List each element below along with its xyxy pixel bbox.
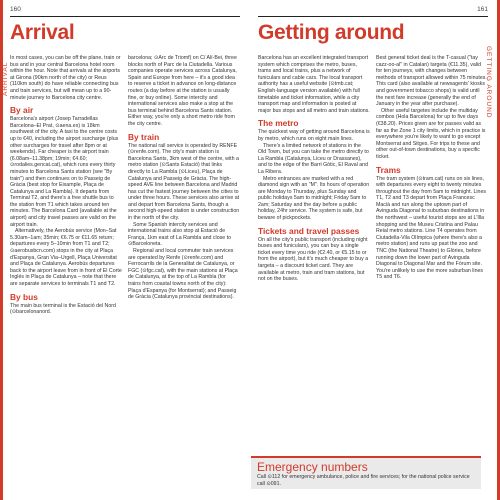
- transport-intro-paragraph: Barcelona has an excellent integrated transport system which comprises the metro, buses, trams and local trains, plus a network of funiculars and cable cars. The local transport authority has a useful website (⊙tmb.cat; English-language version available) with full timetable and ticket information, while a city transport map and information is posted at major bus stops and all metro and train stations.: [258, 55, 370, 114]
- getting-around-title: Getting around: [258, 21, 405, 44]
- aerobus-paragraph: Alternatively, the Aerobús service (Mon–Sat 5.30am–1am; 35min; €6.75 or €11.65 return; departures every 5–10min from T1 and T2; ⊙aerobusbcn.com) stops in the city at Plaça d'Espanya, Gran Via–Urgell, Plaça Universitat and Plaça de Catalunya. Aerobús departures back to the airport leave from in front of El Corte Inglés in Plaça de Catalunya – note that there are separate services to terminals T1 and T2.: [10, 228, 122, 287]
- right-side-label: GETTING AROUND: [485, 46, 492, 119]
- by-bus-heading: By bus: [10, 291, 38, 302]
- intro-paragraph: In most cases, you can be off the plane, train or bus and in your central Barcelona hotel room within the hour. Note that arrivals at the airports at Girona (90km north of the city) or Reus (110km south) do have reliable connecting bus and train services, but will mean up to a 90-minute journey to Barcelona city centre.: [10, 55, 121, 101]
- trams-heading: Trams: [376, 164, 401, 175]
- left-top-rule: [10, 16, 240, 17]
- right-page-number: 161: [477, 6, 488, 13]
- emergency-text: Call ⊙112 for emergency ambulance, police and fire services; for the national police service call ⊙091.: [257, 474, 470, 487]
- emergency-title: Emergency numbers: [257, 460, 368, 474]
- regional-trains-paragraph: Regional and local commuter train services are operated by Renfe (⊙renfe.com) and Ferrocarrils de la Generalitat de Catalunya, or FGC (⊙fgc.cat), with the main stations at Plaça de Catalunya, at the top of La Rambla (for trains from coastal towns north of the city): Plaça d'Espanya (for Montserrat); and Passeig de Gràcia (Catalunya provincial destinations).: [128, 248, 238, 301]
- right-top-rule: [258, 16, 488, 17]
- by-air-paragraph: Barcelona's airport (Josep Tarradellas Barcelona–El Prat, ⊙aena.es) is 18km southwest of the city. A taxi to the centre costs up to €40, including the airport surcharge (plus other surcharges for travel after 8pm or at weekends). Far cheaper is the airport train (6.08am–11.38pm; 19min; €4.60; ⊙rodalies.gencat.cat), which runs every thirty minutes to Barcelona Sants station (see "By train") and then continues on to Passeig de Gràcia (best stop for Eixample, Plaça de Catalunya and La Rambla). It departs from Terminal T2, and there's a free shuttle bus to the station from T1 which takes around ten minutes. The Barcelona Card (available at the airport) and city travel passes are valid on the airport train.: [10, 116, 119, 228]
- estacio-franca-paragraph: Some Spanish intercity services and international trains also stop at Estació de França, 1km east of La Rambla and close to ⊙Barceloneta.: [128, 221, 232, 248]
- left-side-label: ARRIVAL: [2, 61, 9, 96]
- by-bus-paragraph: The main bus terminal is the Estació del Nord (⊙barcelonanord.: [10, 302, 116, 316]
- right-col-1: [258, 55, 370, 283]
- right-col-2: [376, 55, 488, 281]
- left-col-1: [10, 55, 122, 316]
- left-col-2: [128, 55, 240, 301]
- tickets-heading: Tickets and travel passes: [258, 225, 360, 236]
- metro-heading: The metro: [258, 118, 299, 129]
- by-air-heading: By air: [10, 105, 34, 116]
- metro-paragraph-1: The quickest way of getting around Barcelona is by metro, which runs on eight main lines.: [258, 129, 370, 142]
- metro-paragraph-2: There's a limited network of stations in the Old Town, but you can take the metro directly to La Rambla (Catalunya, Liceu or Drassanes), and to the edge of the Barri Gòtic, El Raval and La Ribera.: [258, 142, 369, 175]
- tickets-paragraph: On all the city's public transport (including night buses and funiculars), you can buy a single ticket every time you ride (€2.40, or €5.15 to or from the airport), but it's much cheaper to buy a targeta – a discount ticket card. They are available at metro, train and tram stations, but not on the buses.: [258, 236, 369, 283]
- arrival-title: Arrival: [10, 21, 75, 44]
- left-page-number: 160: [10, 6, 21, 13]
- by-train-heading: By train: [128, 131, 160, 142]
- targetes-paragraph: Other useful targetes include the multiday combos (Hola Barcelona) for up to five days (€38.20). Prices given are for passes valid as far as the Zone 1 city limits, which in practice is everywhere you're likely to want to go except Montserrat and Sitges. For trips to these and other out-of-town destinations, buy a specific ticket.: [376, 107, 486, 160]
- emergency-numbers-box: [251, 456, 481, 489]
- by-train-paragraph: The national rail service is operated by RENFE (⊙renfe.com). The city's main station is Barcelona Sants, 3km west of the centre, with a metro station (⊙Sants Estació) that links directly to La Rambla (⊙Liceu), Plaça de Catalunya and Passeig de Gràcia. The high-speed AVE line between Barcelona and Madrid has cut the fastest journey between the cities to under three hours. These services also arrive at and depart from Barcelona Sants, though a second high-speed station is under construction in the north of the city.: [128, 142, 240, 222]
- trams-paragraph: The tram system (⊙tram.cat) runs on six lines, with departures every eight to twenty minutes throughout the day from 5am to midnight. Lines T1, T2 and T3 depart from Plaça Francesc Macià and run along the uptown part of Avinguda Diagonal to suburban destinations in the northwest – useful tourist stops are at L'Illa shopping and the Museu Cristina and Palau Reial metro stations. Line T4 operates from Ciutadella-Vila Olímpica (where there's also a metro station) and runs up past the zoo and TNC (the National Theatre) to Glòries, before running down the lower part of Avinguda Diagonal to Diagonal Mar and the Fòrum site. You're unlikely to use the more suburban lines T5 and T6.: [376, 175, 487, 281]
- t-casual-paragraph: Best general ticket deal is the T-casual ("tay cazz-oo-al" in Catalan) targeta (€11.35), valid for ten journeys, with changes between methods of transport allowed within 75 minutes. This card (also available at newsagents' kiosks and government tobacco shops) is valid until the next fare increase (generally the end of January in the year after purchase).: [376, 55, 487, 108]
- metro-paragraph-3: Metro entrances are marked with a red diamond sign with an "M". Its hours of operation are Monday to Thursday, plus Sunday and public holidays 5am to midnight; Friday 5am to 2am; Saturday and the day before a public holiday, 24hr service. The system is safe, but beware of pickpockets.: [258, 175, 370, 222]
- bus-continued-paragraph: barcelona; ⊙Arc de Triomf) on C/ Alí-Bei, three blocks north of Parc de la Ciutadella. Various companies operate services across Catalunya, Spain and Europe from here – it's a good idea to reserve a ticket in advance on long-distance routes (a day before at the station is usually fine, or buy online). Some intercity and international services also make a stop at the bus terminal behind Barcelona Sants station. Either way, you're only a short metro ride from the city centre.: [128, 55, 237, 127]
